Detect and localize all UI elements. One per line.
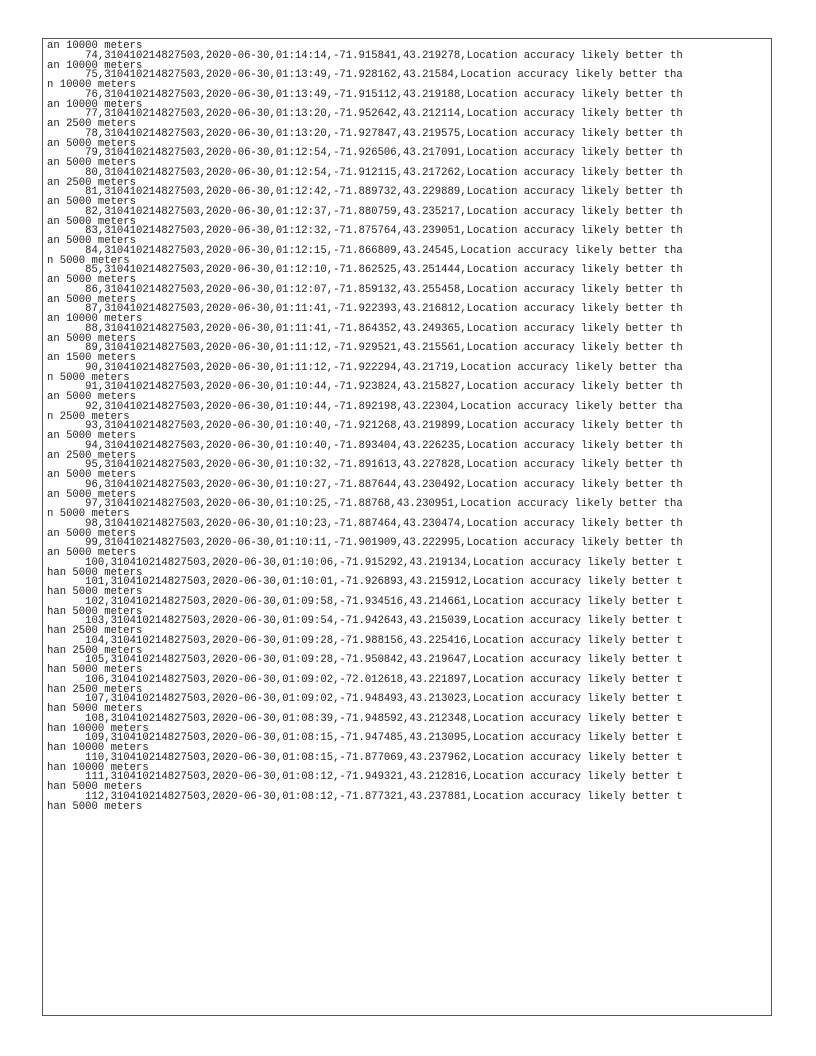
text-line: 76,310410214827503,2020-06-30,01:13:49,-71.915112,43.219188,Location accuracy likely better th bbox=[47, 88, 683, 101]
document-text bbox=[43, 39, 771, 812]
text-line: 88,310410214827503,2020-06-30,01:11:41,-71.864352,43.249365,Location accuracy likely better th bbox=[47, 322, 683, 335]
text-line: 112,310410214827503,2020-06-30,01:08:12,-71.877321,43.237881,Location accuracy likely better t bbox=[47, 790, 683, 803]
text-line: 83,310410214827503,2020-06-30,01:12:32,-71.875764,43.239051,Location accuracy likely better th bbox=[47, 225, 683, 238]
text-line: han 5000 meters bbox=[47, 800, 143, 813]
text-line: 106,310410214827503,2020-06-30,01:09:02,-72.012618,43.221897,Location accuracy likely better t bbox=[47, 673, 683, 686]
text-line: 109,310410214827503,2020-06-30,01:08:15,-71.947485,43.213095,Location accuracy likely better t bbox=[47, 732, 683, 745]
text-line: an 2500 meters bbox=[47, 449, 137, 462]
text-line: han 5000 meters bbox=[47, 605, 143, 618]
text-line: an 5000 meters bbox=[47, 293, 137, 306]
text-line: han 5000 meters bbox=[47, 586, 143, 598]
text-line: 92,310410214827503,2020-06-30,01:10:44,-71.892198,43.22304,Location accuracy likely better tha bbox=[47, 400, 683, 413]
text-line: n 5000 meters bbox=[47, 371, 130, 384]
text-line: an 1500 meters bbox=[47, 352, 137, 364]
text-line: an 5000 meters bbox=[47, 332, 137, 345]
text-line: 79,310410214827503,2020-06-30,01:12:54,-71.926506,43.217091,Location accuracy likely better th bbox=[47, 147, 683, 160]
text-line: an 2500 meters bbox=[47, 176, 137, 189]
text-line: 101,310410214827503,2020-06-30,01:10:01,-71.926893,43.215912,Location accuracy likely better t bbox=[47, 576, 683, 589]
text-line: an 5000 meters bbox=[47, 215, 137, 228]
text-line: 100,310410214827503,2020-06-30,01:10:06,-71.915292,43.219134,Location accuracy likely better t bbox=[47, 556, 683, 569]
text-line: an 10000 meters bbox=[47, 40, 143, 52]
text-line: han 2500 meters bbox=[47, 625, 143, 637]
text-line: han 10000 meters bbox=[47, 742, 149, 754]
text-line: an 5000 meters bbox=[47, 274, 137, 286]
text-line: han 2500 meters bbox=[47, 644, 143, 657]
text-line: an 5000 meters bbox=[47, 527, 137, 540]
text-line: n 5000 meters bbox=[47, 508, 130, 520]
text-line: 102,310410214827503,2020-06-30,01:09:58,-71.934516,43.214661,Location accuracy likely better t bbox=[47, 595, 683, 608]
text-line: han 10000 meters bbox=[47, 722, 149, 735]
text-line: 84,310410214827503,2020-06-30,01:12:15,-71.866809,43.24545,Location accuracy likely better tha bbox=[47, 244, 683, 257]
text-line: an 5000 meters bbox=[47, 488, 137, 501]
text-line: 98,310410214827503,2020-06-30,01:10:23,-71.887464,43.230474,Location accuracy likely better th bbox=[47, 517, 683, 530]
text-line: 89,310410214827503,2020-06-30,01:11:12,-71.929521,43.215561,Location accuracy likely better th bbox=[47, 342, 683, 355]
text-line: 104,310410214827503,2020-06-30,01:09:28,-71.988156,43.225416,Location accuracy likely better t bbox=[47, 634, 683, 647]
text-line: an 10000 meters bbox=[47, 59, 143, 72]
text-line: han 5000 meters bbox=[47, 566, 143, 579]
text-line: an 5000 meters bbox=[47, 137, 137, 150]
text-line: 81,310410214827503,2020-06-30,01:12:42,-71.889732,43.229889,Location accuracy likely better th bbox=[47, 186, 683, 199]
text-line: 95,310410214827503,2020-06-30,01:10:32,-71.891613,43.227828,Location accuracy likely better th bbox=[47, 459, 683, 472]
text-line: 105,310410214827503,2020-06-30,01:09:28,-71.950842,43.219647,Location accuracy likely better t bbox=[47, 654, 683, 667]
text-line: 93,310410214827503,2020-06-30,01:10:40,-71.921268,43.219899,Location accuracy likely better th bbox=[47, 420, 683, 433]
text-line: n 5000 meters bbox=[47, 254, 130, 267]
text-line: n 10000 meters bbox=[47, 79, 137, 91]
text-line: 108,310410214827503,2020-06-30,01:08:39,-71.948592,43.212348,Location accuracy likely better t bbox=[47, 712, 683, 725]
text-line: han 2500 meters bbox=[47, 683, 143, 696]
text-line: 85,310410214827503,2020-06-30,01:12:10,-71.862525,43.251444,Location accuracy likely better th bbox=[47, 264, 683, 277]
text-line: 99,310410214827503,2020-06-30,01:10:11,-71.901909,43.222995,Location accuracy likely better th bbox=[47, 537, 683, 550]
text-line: 74,310410214827503,2020-06-30,01:14:14,-71.915841,43.219278,Location accuracy likely better th bbox=[47, 49, 683, 62]
text-line: 96,310410214827503,2020-06-30,01:10:27,-71.887644,43.230492,Location accuracy likely better th bbox=[47, 478, 683, 491]
text-line: an 2500 meters bbox=[47, 118, 137, 130]
text-line: an 5000 meters bbox=[47, 469, 137, 481]
text-line: 87,310410214827503,2020-06-30,01:11:41,-71.922393,43.216812,Location accuracy likely better th bbox=[47, 303, 683, 316]
text-line: 107,310410214827503,2020-06-30,01:09:02,-71.948493,43.213023,Location accuracy likely better t bbox=[47, 693, 683, 706]
text-line: an 5000 meters bbox=[47, 157, 137, 169]
text-line: 78,310410214827503,2020-06-30,01:13:20,-71.927847,43.219575,Location accuracy likely better th bbox=[47, 127, 683, 140]
text-line: 80,310410214827503,2020-06-30,01:12:54,-71.912115,43.217262,Location accuracy likely better th bbox=[47, 166, 683, 179]
text-line: 111,310410214827503,2020-06-30,01:08:12,-71.949321,43.212816,Location accuracy likely better t bbox=[47, 771, 683, 784]
text-line: 110,310410214827503,2020-06-30,01:08:15,-71.877069,43.237962,Location accuracy likely better t bbox=[47, 751, 683, 764]
text-line: 94,310410214827503,2020-06-30,01:10:40,-71.893404,43.226235,Location accuracy likely better th bbox=[47, 439, 683, 452]
text-line: han 10000 meters bbox=[47, 761, 149, 774]
text-line: 77,310410214827503,2020-06-30,01:13:20,-71.952642,43.212114,Location accuracy likely better th bbox=[47, 108, 683, 121]
text-line: an 5000 meters bbox=[47, 196, 137, 208]
text-line: 91,310410214827503,2020-06-30,01:10:44,-71.923824,43.215827,Location accuracy likely better th bbox=[47, 381, 683, 394]
text-line: an 5000 meters bbox=[47, 547, 137, 559]
text-line: an 10000 meters bbox=[47, 313, 143, 325]
document-frame bbox=[42, 38, 772, 1016]
text-line: 103,310410214827503,2020-06-30,01:09:54,-71.942643,43.215039,Location accuracy likely better t bbox=[47, 615, 683, 628]
text-line: 82,310410214827503,2020-06-30,01:12:37,-71.880759,43.235217,Location accuracy likely better th bbox=[47, 205, 683, 218]
text-line: han 5000 meters bbox=[47, 664, 143, 676]
text-line: an 5000 meters bbox=[47, 391, 137, 403]
text-line: 97,310410214827503,2020-06-30,01:10:25,-71.88768,43.230951,Location accuracy likely better tha bbox=[47, 498, 683, 511]
text-line: an 5000 meters bbox=[47, 235, 137, 247]
text-line: 86,310410214827503,2020-06-30,01:12:07,-71.859132,43.255458,Location accuracy likely better th bbox=[47, 283, 683, 296]
text-line: an 5000 meters bbox=[47, 430, 137, 442]
text-line: han 5000 meters bbox=[47, 703, 143, 715]
text-line: 75,310410214827503,2020-06-30,01:13:49,-71.928162,43.21584,Location accuracy likely better tha bbox=[47, 69, 683, 82]
text-line: n 2500 meters bbox=[47, 410, 130, 423]
text-line: han 5000 meters bbox=[47, 781, 143, 793]
text-line: an 10000 meters bbox=[47, 98, 143, 111]
text-line: 90,310410214827503,2020-06-30,01:11:12,-71.922294,43.21719,Location accuracy likely better tha bbox=[47, 361, 683, 374]
